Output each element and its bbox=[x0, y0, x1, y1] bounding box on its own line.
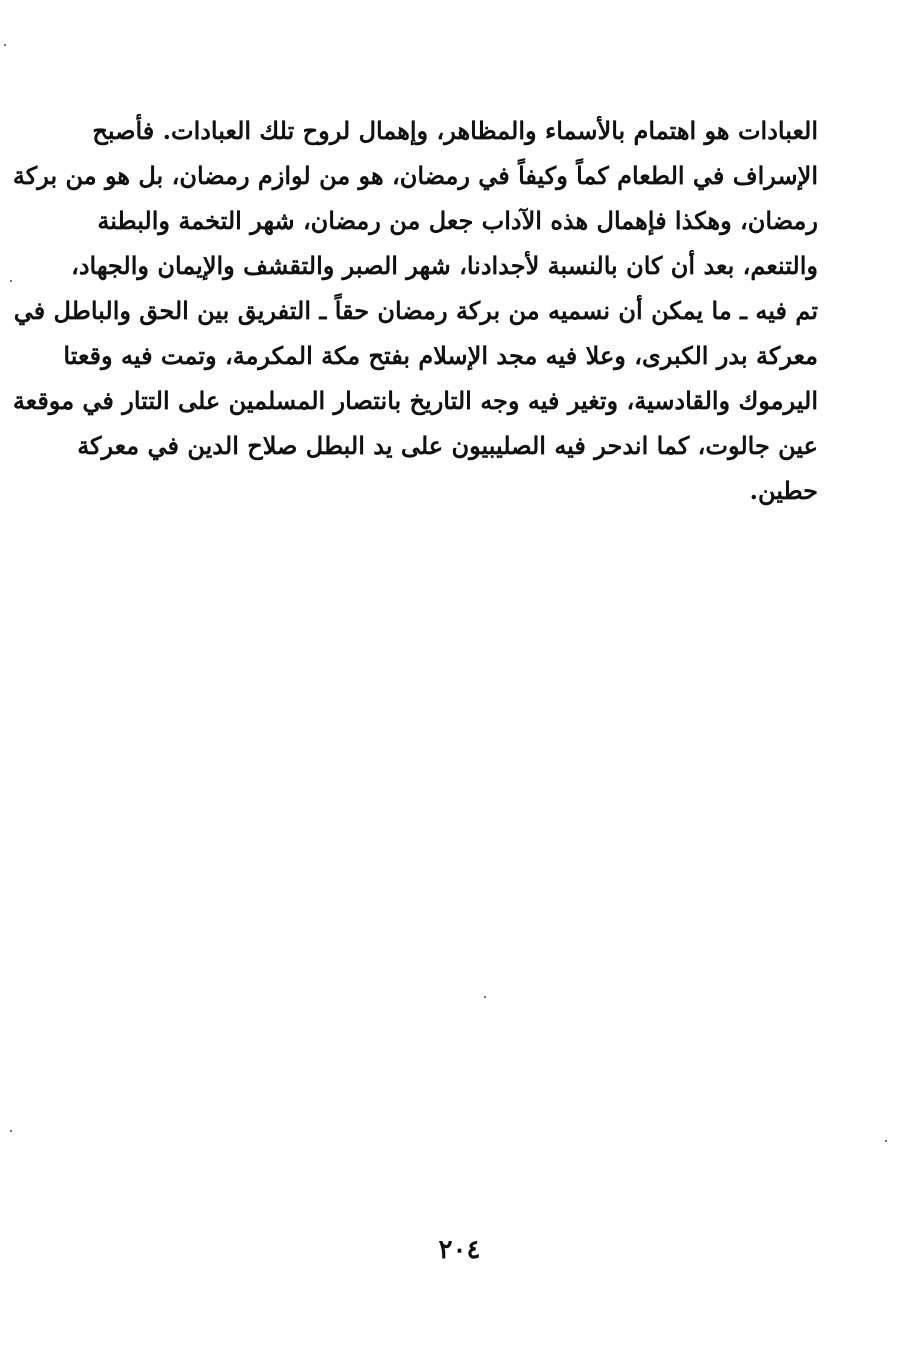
text-line-2: الإسراف في الطعام كماً وكيفاً في رمضان، هو من لوازم رمضان، بل هو من بركة bbox=[12, 161, 818, 190]
text-line-9: حطين. bbox=[749, 476, 818, 505]
scan-speck bbox=[484, 996, 486, 998]
text-line-8: عين جالوت، كما اندحر فيه الصليبيون على يد البطل صلاح الدين في معركة bbox=[77, 431, 818, 460]
text-line-3: رمضان، وهكذا فإهمال هذه الآداب جعل من رمضان، شهر التخمة والبطنة bbox=[97, 206, 818, 235]
text-line-6: معركة بدر الكبرى، وعلا فيه مجد الإسلام بفتح مكة المكرمة، وتمت فيه وقعتا bbox=[63, 341, 818, 370]
text-line-7: اليرموك والقادسية، وتغير فيه وجه التاريخ بانتصار المسلمين على التتار في موقعة bbox=[12, 386, 818, 415]
text-line-4: والتنعم، بعد أن كان بالنسبة لأجدادنا، شهر الصبر والتقشف والإيمان والجهاد، bbox=[71, 251, 818, 280]
scan-speck bbox=[10, 1130, 12, 1132]
scan-speck bbox=[10, 280, 12, 282]
scan-speck bbox=[885, 1140, 887, 1142]
text-line-5: تم فيه ـ ما يمكن أن نسميه من بركة رمضان حقاً ـ التفريق بين الحق والباطل في bbox=[13, 296, 818, 325]
text-line-1: العبادات هو اهتمام بالأسماء والمظاهر، وإهمال لروح تلك العبادات. فأصبح bbox=[92, 116, 818, 145]
scan-speck bbox=[4, 44, 6, 46]
page-number: ٢٠٤ bbox=[438, 1235, 481, 1265]
body-text bbox=[12, 108, 818, 513]
